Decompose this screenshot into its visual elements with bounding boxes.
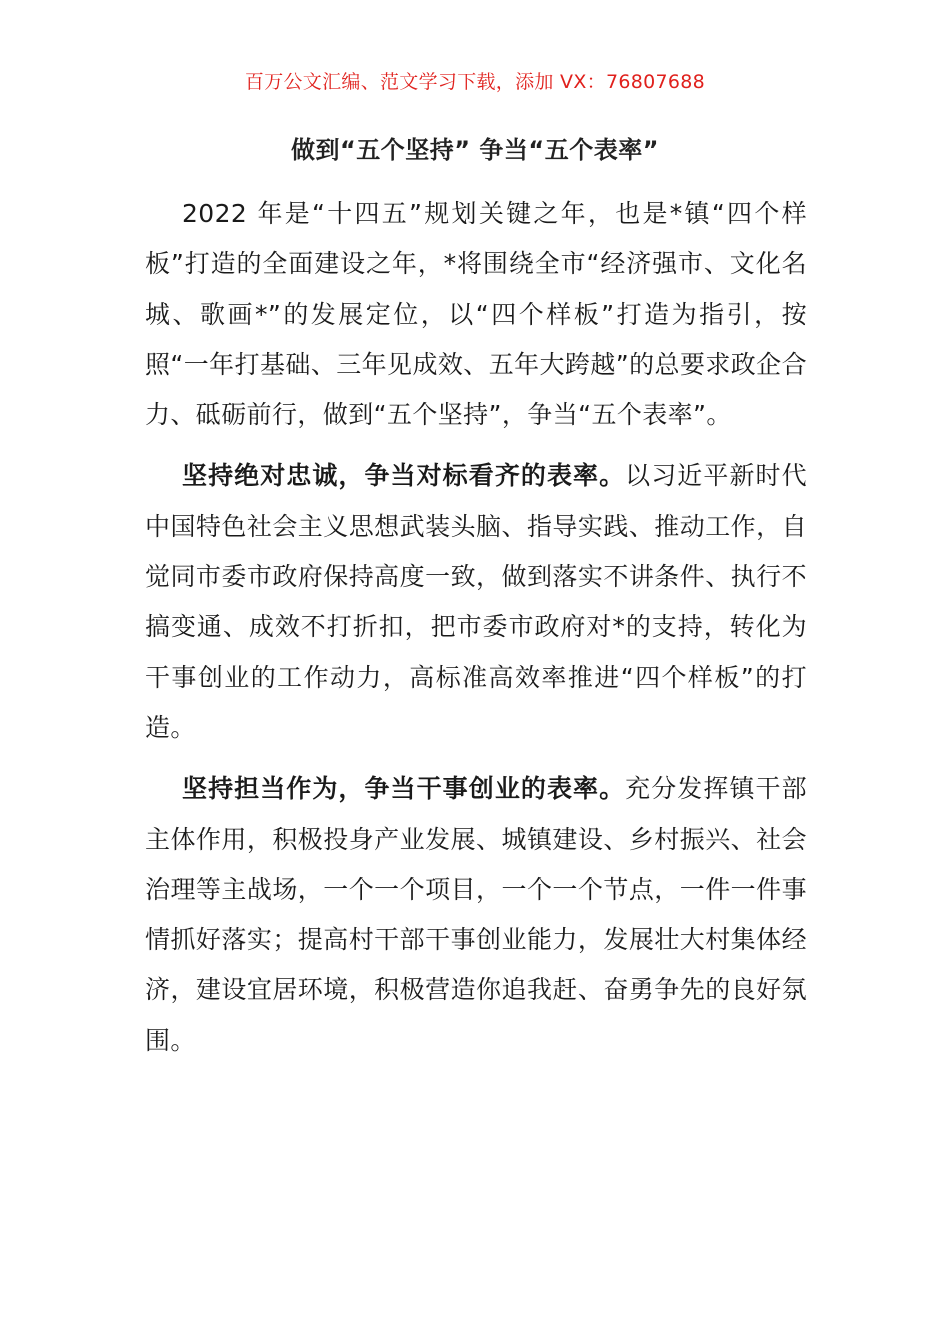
paragraph-lead-heading: 坚持担当作为，争当干事创业的表率。 xyxy=(182,774,626,804)
paragraph-responsibility xyxy=(145,764,807,1066)
paragraph-text: 2022 年是“十四五”规划关键之年，也是*镇“四个样板”打造的全面建设之年，*将围绕全市“经济强市、文化名城、歌画*”的发展定位，以“四个样板”打造为指引，按照“一年打基础、三年见成效、五年大跨越”的总要求政企合力、砥砺前行，做到“五个坚持”，争当“五个表率”。 xyxy=(145,199,807,430)
paragraph-text: 以习近平新时代中国特色社会主义思想武装头脑、指导实践、推动工作，自觉同市委市政府保持高度一致，做到落实不讲条件、执行不搞变通、成效不打折扣，把市委市政府对*的支持，转化为干事创业的工作动力，高标准高效率推进“四个样板”的打造。 xyxy=(145,461,807,742)
paragraph-lead-heading: 坚持绝对忠诚，争当对标看齐的表率。 xyxy=(182,461,626,491)
paragraph-text: 充分发挥镇干部主体作用，积极投身产业发展、城镇建设、乡村振兴、社会治理等主战场，一个一个项目，一个一个节点，一件一件事情抓好落实；提高村干部干事创业能力，发展壮大村集体经济，建设宜居环境，积极营造你追我赶、奋勇争先的良好氛围。 xyxy=(145,774,807,1055)
header-note: 百万公文汇编、范文学习下载，添加 VX：76807688 xyxy=(244,71,706,93)
paragraph-intro xyxy=(145,189,807,440)
page-title: 做到“五个坚持” 争当“五个表率” xyxy=(291,136,659,164)
paragraph-loyalty xyxy=(145,451,807,753)
document-body xyxy=(145,189,807,1066)
